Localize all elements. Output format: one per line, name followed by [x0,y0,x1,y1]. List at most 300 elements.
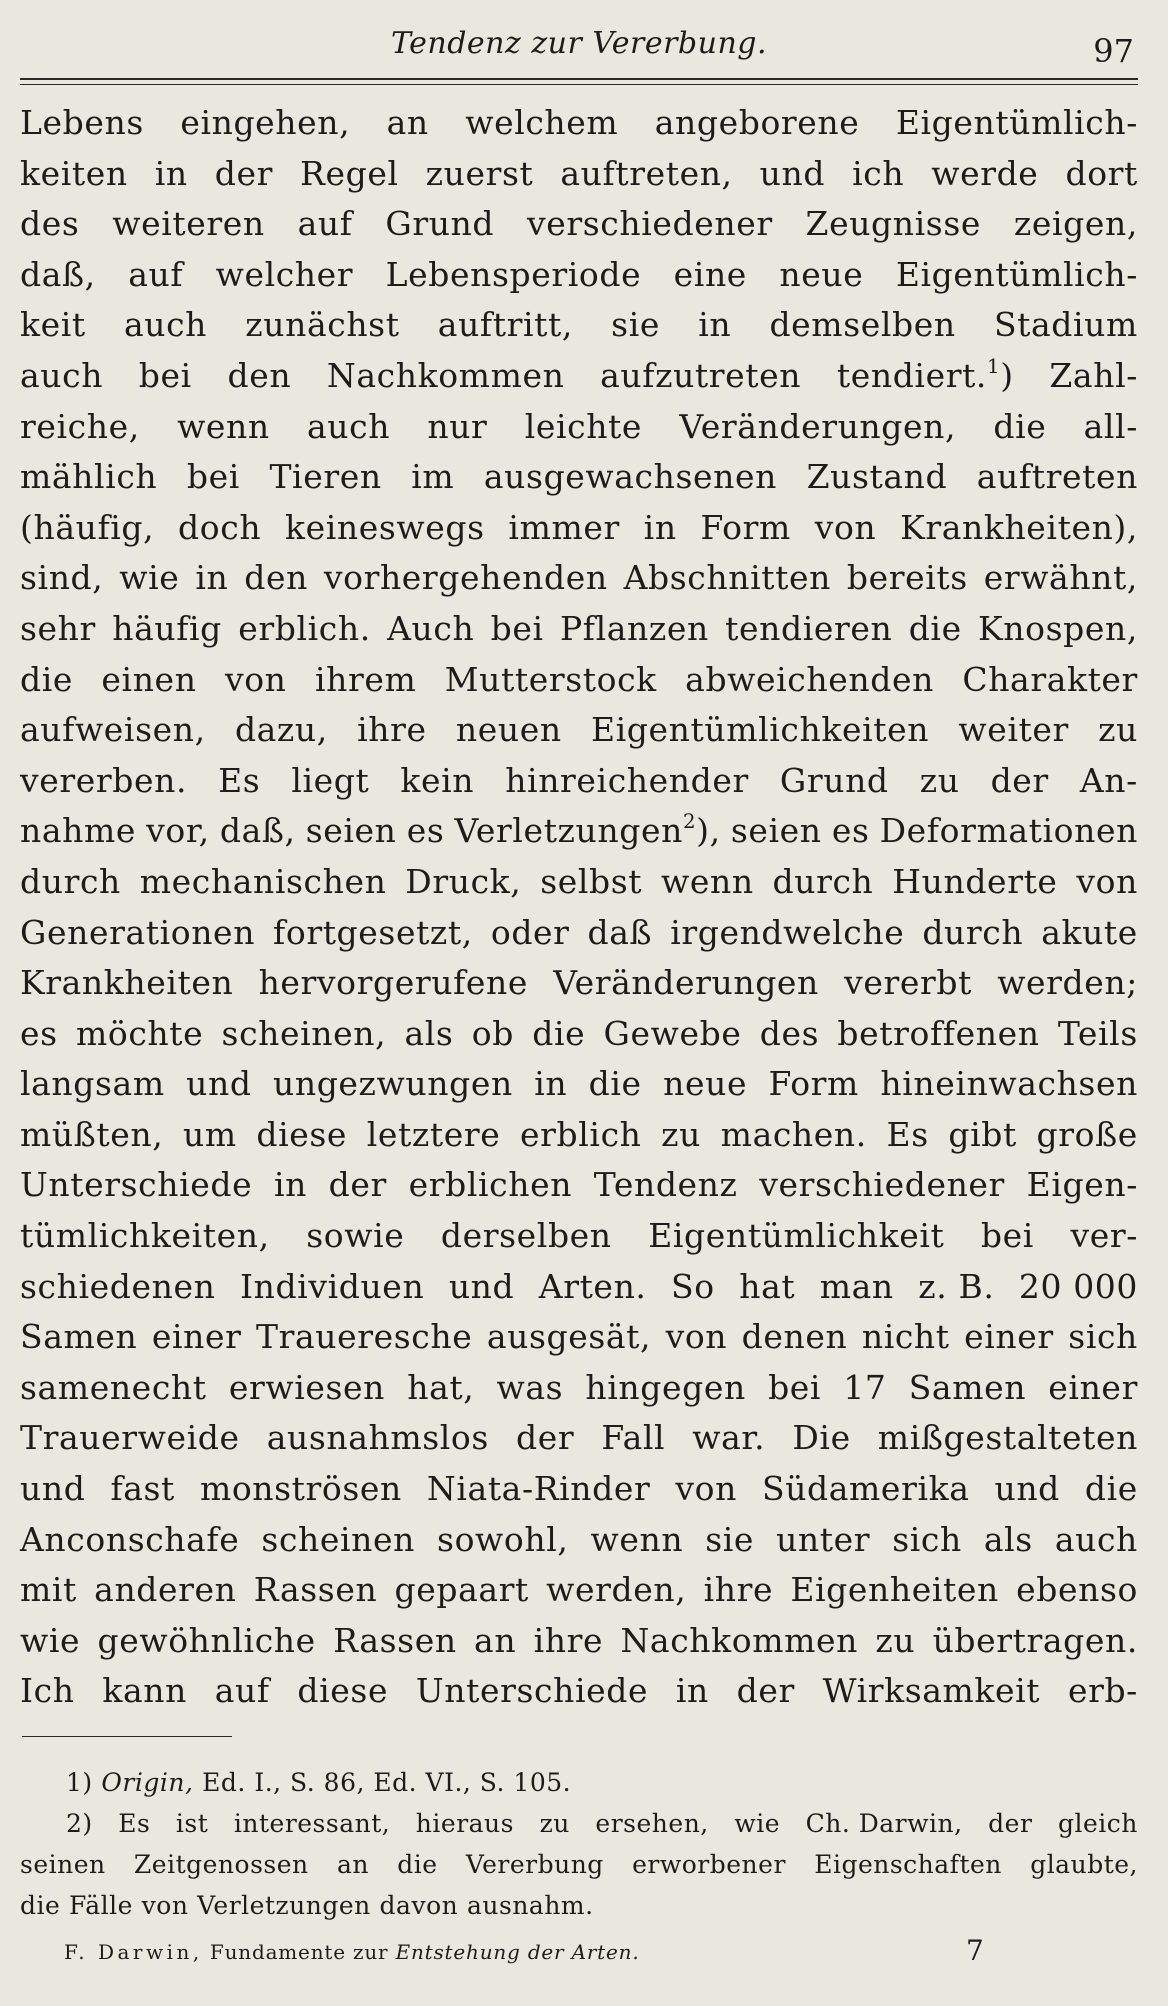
word: erblichen [408,1165,573,1205]
word: durch [20,861,121,901]
word: ersehen, [595,1809,709,1838]
word: davon [379,1891,459,1920]
word: und [759,153,826,193]
word: als [404,1013,454,1053]
word: Eigentümlichkeiten [590,710,930,750]
word: (häufig, [20,507,155,547]
word: keit [20,305,86,345]
word: ihre [357,710,427,750]
word: hinreichender [505,760,749,800]
word: ausnahm. [466,1891,594,1920]
word: den [227,355,292,395]
footnote-separator [22,1736,232,1737]
word: demselben [769,305,956,345]
word: Traueresche [255,1317,473,1357]
word: zu [875,1620,916,1660]
word: und [994,1469,1060,1509]
word: Samen [908,1367,1027,1407]
word: an [386,103,429,142]
word: von [1076,861,1138,901]
word: irgendwelche [670,912,905,952]
word: Rassen [333,1620,457,1660]
text-line [20,553,1138,604]
word: letztere [366,1114,501,1154]
word: in [643,507,677,547]
word: fast [110,1469,175,1509]
text-line [20,503,1138,554]
word: neue [779,254,864,294]
footnotes [20,1762,1138,1926]
word: und [20,1469,86,1509]
word: im [411,457,455,497]
word: häufig [112,608,222,648]
word: hieraus [415,1809,514,1838]
word: gepaart [394,1570,529,1610]
word: z. B. [918,1266,995,1306]
word: seinen [20,1850,106,1879]
footnote-2-line [20,1803,1138,1844]
word: Krankheiten), [900,507,1138,547]
word: ausnahmslos [266,1418,489,1458]
text-line [20,1413,1138,1464]
word: mißgestalteten [877,1418,1138,1458]
text-line [20,958,1138,1009]
word: scheinen, [221,1013,387,1053]
text-line [20,604,1138,655]
word: sowie [306,1216,405,1256]
word: einer [1048,1367,1138,1407]
word: auch [1054,1519,1138,1559]
word: zu [919,760,960,800]
text-line [20,250,1138,301]
text-line [20,1262,1138,1313]
word: keiten [20,153,128,193]
word: gibt [948,1114,1017,1154]
word: aufzutreten [600,355,802,395]
word: 2) [66,1809,93,1838]
word: es [20,1013,58,1053]
footnote-reference: 2 [682,810,697,834]
word: liegt [291,760,370,800]
word: in [195,558,229,598]
word: von [224,659,287,699]
word: zuerst [425,153,534,193]
word: Charakter [962,659,1138,699]
word: die [20,659,74,699]
text-line [20,705,1138,756]
word: vor, [146,811,210,851]
word: Eigenschaften [814,1850,1002,1879]
text-line [20,1160,1138,1211]
word: Rassen [253,1570,378,1610]
word: Grund [385,204,495,244]
body-text [20,98,1138,1717]
word: zu [539,1809,570,1838]
word: in [154,153,188,193]
word: erworbener [632,1850,786,1879]
word: große [1036,1114,1138,1154]
header-rule-secondary [20,84,1138,85]
word: der [990,760,1049,800]
word: bereits [846,558,968,598]
word: Zeitgenossen [133,1850,309,1879]
word: der [516,1418,575,1458]
word: ich [852,153,905,193]
word: Samen [20,1317,138,1357]
footnote-1-title: Origin, [101,1768,194,1797]
word: Form [768,1064,859,1104]
word: Südamerika [761,1469,970,1509]
word: doch [178,507,262,547]
word: wenn [177,406,270,446]
footnote-2 [20,1803,1138,1926]
word: kann [102,1671,187,1711]
word: tendiert.$^1$) [836,355,1014,395]
word: Nachkommen [620,1620,858,1660]
word: werden; [997,963,1138,1003]
word: mit [20,1570,77,1610]
footnote-1-marker: 1) [66,1768,93,1797]
word: der [736,1671,795,1711]
word: akute [1041,912,1138,952]
running-title: Tendenz zur Vererbung. [390,26,768,61]
word: bei [980,1216,1034,1256]
word: auch [123,305,208,345]
word: Veränderungen, [679,406,957,446]
word: einer [964,1317,1054,1357]
word: Es [218,760,261,800]
text-line [20,300,1138,351]
word: Generationen [20,912,256,952]
word: ausgesät, [486,1317,652,1357]
word: Zeugnisse [805,204,981,244]
text-line [20,1211,1138,1262]
word: Eigen- [1026,1165,1138,1205]
word: von [814,507,877,547]
word: sich [892,1519,962,1559]
word: nur [427,406,488,446]
word: sie [611,305,660,345]
word: die [1084,1469,1138,1509]
word: Trauerweide [20,1418,240,1458]
word: um [182,1114,237,1154]
text-line [20,806,1138,857]
word: Arten. [538,1266,647,1306]
word: angeborene [654,103,860,142]
word: durch [922,912,1024,952]
word: glaubte, [1030,1850,1138,1879]
word: sie [705,1519,755,1559]
word: bei [490,608,544,648]
word: Knospen, [978,608,1138,648]
word: Verletzungen [197,1891,371,1920]
word: weiter [958,710,1069,750]
footnote-reference: 1 [987,355,1001,379]
word: Abschnitten [623,558,831,598]
word: Tendenz [593,1165,738,1205]
header-rule [20,78,1138,80]
word: Grund [779,760,889,800]
word: anderen [94,1570,237,1610]
word: durch [772,861,874,901]
word: nahme [20,811,137,851]
word: einen [101,659,197,699]
word: samenecht [20,1367,207,1407]
text-line [20,98,1138,149]
word: Hunderte [892,861,1058,901]
word: ihre [703,1570,774,1610]
word: die [588,1064,642,1104]
text-line [20,149,1138,200]
word: verschiedener [526,204,773,244]
word: welchem [465,103,619,142]
word: erblich. [238,608,371,648]
word: aufweisen, [20,710,206,750]
word: mechanischen [139,861,387,901]
word: erwiesen [228,1367,385,1407]
word: ver- [1070,1216,1138,1256]
word: Niata-Rinder [426,1469,651,1509]
word: zu [661,1114,702,1154]
word: Stadium [993,305,1138,345]
word: leichte [524,406,643,446]
word: an [336,1850,369,1879]
word: mählich [20,457,158,497]
word: Fälle [69,1891,133,1920]
word: ihrem [314,659,417,699]
word: schiedenen [20,1266,216,1306]
word: des [759,1013,820,1053]
word: die [397,1850,438,1879]
word: 20 000 [1018,1266,1138,1306]
word: Unterschiede [415,1671,649,1711]
text-line [20,857,1138,908]
word: auftreten [976,457,1138,497]
word: oder [490,912,570,952]
word: dazu, [234,710,328,750]
word: auftreten, [560,153,733,193]
word: einer [151,1317,242,1357]
word: die [908,608,962,648]
word: weiteren [112,204,265,244]
word: daß [587,912,653,952]
word: auf [297,204,353,244]
text-line [20,1565,1138,1616]
word: Zustand [806,457,948,497]
text-line [20,1059,1138,1110]
word: und [448,1266,515,1306]
word: hingegen [585,1367,746,1407]
word: bei [186,457,240,497]
word: betroffenen [837,1013,1040,1053]
word: langsam [20,1064,165,1104]
word: monströsen [199,1469,402,1509]
word: wenn [660,861,754,901]
text-line [20,199,1138,250]
word: gewöhnliche [97,1620,316,1660]
word: zunächst [245,305,400,345]
word: erblich [520,1114,642,1154]
word: daß, [20,254,96,294]
word: von [141,1891,189,1920]
word: Veränderungen [553,963,819,1003]
footnote-1-text: Ed. I., S. 86, Ed. VI., S. 105. [202,1768,572,1797]
word: die [993,406,1047,446]
word: gleich [1057,1809,1138,1838]
word: Krankheiten [20,963,234,1003]
word: des [20,204,80,244]
word: den [244,558,308,598]
text-line [20,1616,1138,1667]
word: Druck, [405,861,522,901]
word: zeigen, [1013,204,1138,244]
text-line [20,1464,1138,1515]
word: in [675,1671,709,1711]
word: ebenso [1016,1570,1138,1610]
word: tendieren [725,608,893,648]
word: Tieren [269,457,382,497]
text-line [20,1110,1138,1161]
word: war. [692,1418,766,1458]
word: Eigentümlich- [895,254,1138,294]
sheet-mark: 7 [966,1934,984,1967]
word: bei [138,355,192,395]
word: keineswegs [284,507,485,547]
word: wie [20,1620,81,1660]
word: neuen [455,710,562,750]
word: Teils [1057,1013,1138,1053]
word: auf [214,1671,270,1711]
word: Nachkommen [326,355,565,395]
word: vererbt [844,963,972,1003]
word: diese [256,1114,348,1154]
word: der [988,1809,1033,1838]
word: machen. [720,1114,867,1154]
word: Es [886,1114,929,1154]
word: sich [1068,1317,1138,1357]
word: in [534,1064,568,1104]
word: Unterschiede [20,1165,253,1205]
word: sowohl, [437,1519,569,1559]
word: denen [741,1317,848,1357]
text-line [20,655,1138,706]
word: wenn [590,1519,684,1559]
word: in [698,305,732,345]
word: reiche, [20,406,140,446]
word: Fall [601,1418,666,1458]
word: sind, [20,558,104,598]
word: Regel [300,153,399,193]
word: sehr [20,608,96,648]
running-head [20,18,1138,74]
word: wie [734,1809,781,1838]
word: hat, [407,1367,475,1407]
word: der [328,1165,387,1205]
word: es [406,811,445,851]
word: Ich [20,1671,75,1711]
footnote-2-line [20,1885,1138,1926]
word: auch [20,355,104,395]
word: ist [175,1809,209,1838]
text-line [20,1363,1138,1414]
word: was [496,1367,564,1407]
text-line [20,1009,1138,1060]
word: ihre [533,1620,604,1660]
word: Mutterstock [444,659,657,699]
text-line [20,1515,1138,1566]
word: vorhergehenden [323,558,608,598]
word: 17 [843,1367,887,1407]
word: So [671,1266,715,1306]
word: von [675,1469,737,1509]
word: all- [1083,406,1138,446]
word: dort [1065,153,1138,193]
word: die [20,1891,61,1920]
word: auf [128,254,184,294]
signature-title: Entstehung der Arten. [395,1940,640,1964]
word: hervorgerufene [258,963,529,1003]
word: abweichenden [685,659,934,699]
word: selbst [540,861,643,901]
word: Anconschafe [20,1519,240,1559]
word: werde [931,153,1039,193]
word: Lebensperiode [385,254,642,294]
word: seien [305,811,397,851]
word: Ch. Darwin, [805,1809,963,1838]
word: nicht [861,1317,950,1357]
word: Es [118,1809,151,1838]
word: daß, [219,811,296,851]
word: interessant, [233,1809,391,1838]
word: Eigentümlich- [895,103,1138,142]
word: diese [297,1671,389,1711]
word: auftritt, [437,305,573,345]
page-number: 97 [1093,32,1134,70]
text-line [20,402,1138,453]
word: und [186,1064,252,1104]
word: zu [1098,710,1138,750]
footnote-1 [20,1762,1138,1803]
word: neue [663,1064,748,1104]
word: hineinwachsen [880,1064,1138,1104]
word: eine [673,254,747,294]
word: Vererbung [465,1850,604,1879]
word: scheinen [261,1519,416,1559]
signature-author: F. Darwin, [64,1940,203,1964]
word: hat [739,1266,796,1306]
word: Zahl- [1049,355,1138,395]
footnote-2-line [20,1844,1138,1885]
word: vererben. [20,760,188,800]
word: auch [307,406,391,446]
word: Verletzungen$^2$), [454,810,721,851]
word: bei [768,1367,822,1407]
word: Die [792,1418,851,1458]
word: es [831,811,870,851]
text-line [20,1312,1138,1363]
word: in [273,1165,307,1205]
word: Individuen [239,1266,425,1306]
word: Wirksamkeit [822,1671,1041,1711]
word: ungezwungen [273,1064,513,1104]
word: von [665,1317,728,1357]
word: erb- [1067,1671,1138,1711]
word: kein [400,760,475,800]
word: Gewebe [603,1013,742,1053]
word: verschiedener [759,1165,1005,1205]
word: ob [471,1013,514,1053]
word: immer [508,507,620,547]
